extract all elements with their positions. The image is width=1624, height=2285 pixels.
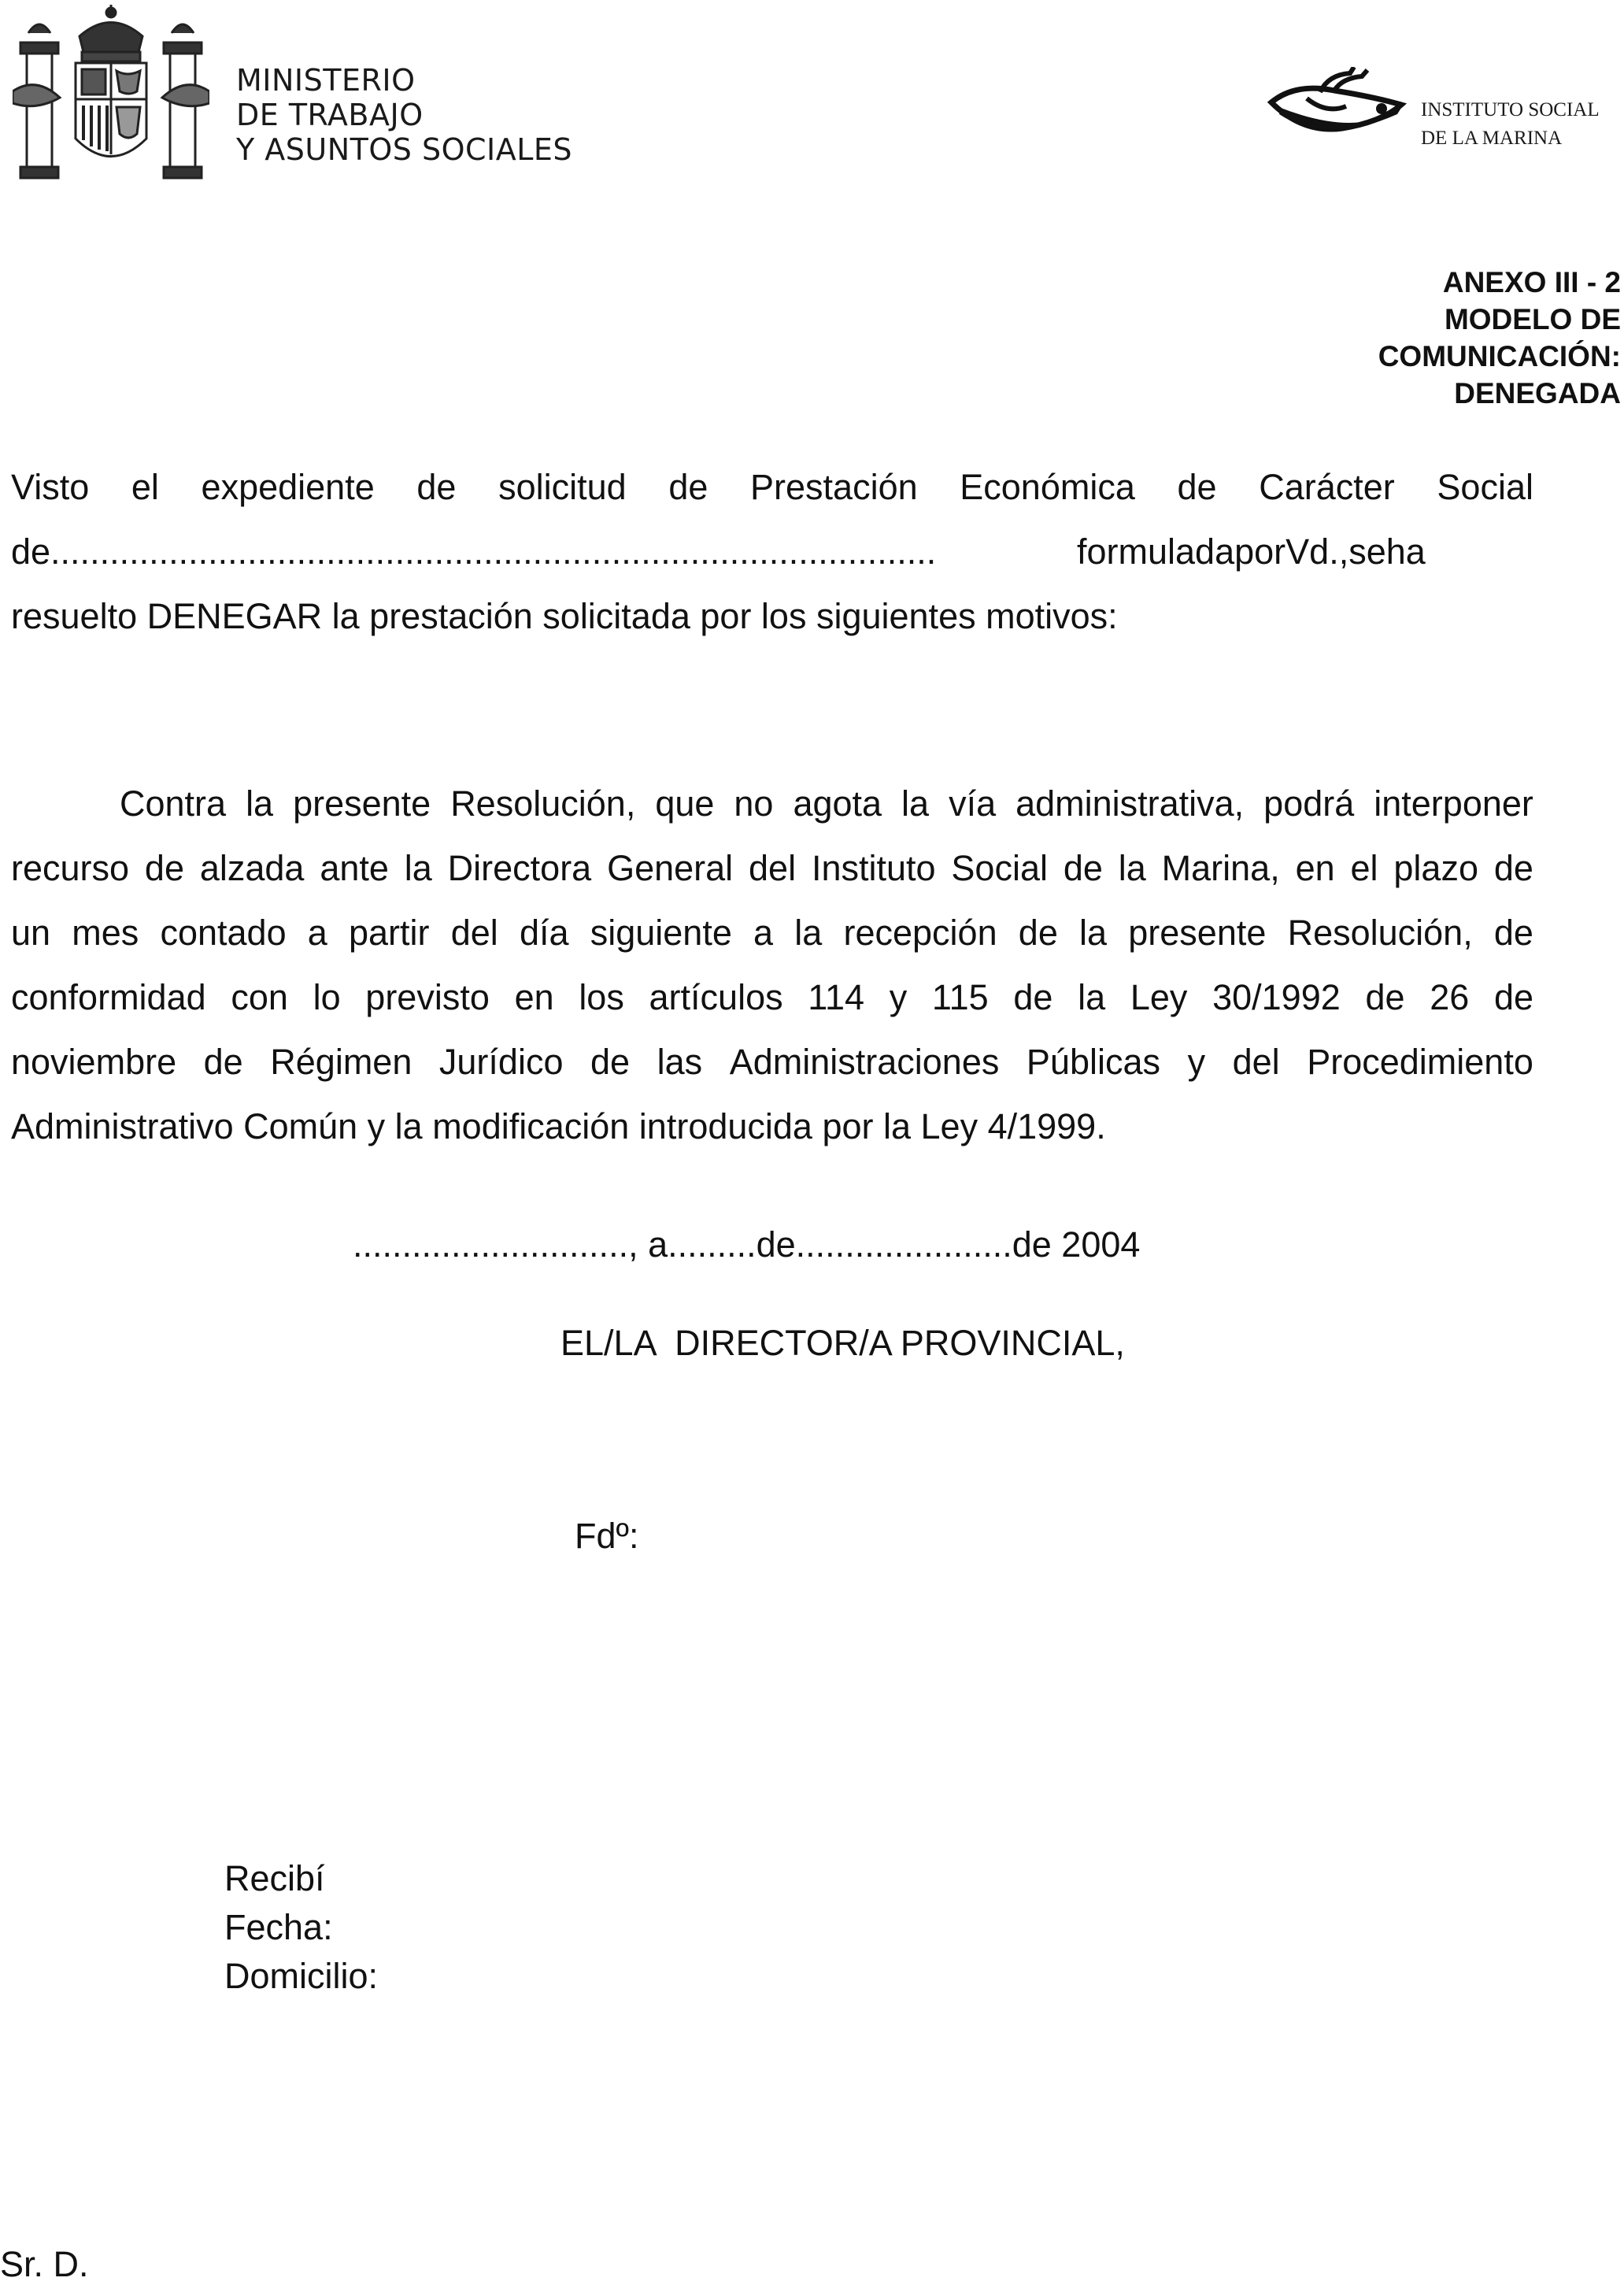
paragraph-line-tail: [1077, 520, 1533, 584]
word: de: [1013, 977, 1053, 1017]
word: de: [1493, 848, 1533, 888]
appeal-paragraph: [11, 772, 1533, 1159]
ism-logo-icon: [1263, 67, 1409, 154]
paragraph-line: [11, 455, 1533, 520]
receipt-line: Recibí: [224, 1858, 325, 1898]
word: Jurídico: [438, 1042, 564, 1082]
word: de: [1365, 977, 1405, 1017]
word: contado: [160, 913, 287, 953]
word: un: [11, 913, 51, 953]
word: de: [144, 848, 184, 888]
paragraph-line: Administrativo Común y la modificación introducida por la Ley 4/1999.: [11, 1106, 1106, 1146]
word: de: [668, 467, 708, 507]
word: de: [1177, 467, 1217, 507]
word: día: [519, 913, 569, 953]
word: 26: [1430, 977, 1470, 1017]
word: la: [246, 783, 274, 824]
word: a: [307, 913, 327, 953]
word: mes: [72, 913, 139, 953]
institute-line: DE LA MARINA: [1421, 128, 1563, 149]
word: podrá: [1263, 783, 1355, 824]
word: de: [1493, 977, 1533, 1017]
word: Económica: [960, 467, 1135, 507]
word: Ley: [1130, 977, 1188, 1017]
paragraph-line: [11, 965, 1533, 1030]
annex-line: COMUNICACIÓN:: [1378, 340, 1621, 372]
paragraph-line: [11, 520, 1533, 584]
director-title: EL/LA DIRECTOR/A PROVINCIAL,: [560, 1323, 1125, 1363]
word: del: [749, 848, 797, 888]
date-line: ............................, a.........de......................de 2004: [353, 1224, 1141, 1265]
word: Carácter: [1259, 467, 1395, 507]
word: la: [901, 783, 930, 824]
word: vía: [949, 783, 997, 824]
word: presente: [293, 783, 431, 824]
word: no: [734, 783, 774, 824]
word: la: [1079, 913, 1108, 953]
word: Visto: [11, 467, 90, 507]
word: administrativa,: [1015, 783, 1245, 824]
paragraph-line: resuelto DENEGAR la prestación solicitada por los siguientes motivos:: [11, 596, 1118, 636]
word: y: [889, 977, 908, 1017]
word: Públicas: [1026, 1042, 1161, 1082]
paragraph-line: [11, 901, 1533, 965]
word: Social: [951, 848, 1048, 888]
word: a: [753, 913, 774, 953]
word: las: [657, 1042, 703, 1082]
coat-of-arms-icon: [13, 5, 209, 187]
word: de: [590, 1042, 631, 1082]
applicant-blank: de..........................................................................................: [11, 531, 937, 572]
word: artículos: [649, 977, 783, 1017]
word: del: [450, 913, 498, 953]
word: alzada: [199, 848, 305, 888]
annex-heading: [1378, 264, 1621, 412]
word: la: [404, 848, 432, 888]
word: previsto: [365, 977, 490, 1017]
annex-line: MODELO DE: [1444, 303, 1621, 335]
receipt-block: [224, 1854, 378, 2001]
word: la: [794, 913, 823, 953]
word: Instituto: [811, 848, 936, 888]
word: Vd.,: [1286, 531, 1349, 572]
word: lo: [313, 977, 341, 1017]
word: Régimen: [270, 1042, 412, 1082]
word: Administraciones: [729, 1042, 1000, 1082]
ministry-name: [236, 63, 572, 167]
word: y: [1187, 1042, 1206, 1082]
annex-line: DENEGADA: [1454, 377, 1621, 409]
word: siguiente: [590, 913, 732, 953]
word: la: [1118, 848, 1146, 888]
word: solicitud: [498, 467, 627, 507]
word: 115: [931, 977, 989, 1017]
word: por: [1234, 531, 1286, 572]
word: agota: [793, 783, 882, 824]
annex-line: ANEXO III - 2: [1442, 266, 1621, 298]
word: noviembre: [11, 1042, 177, 1082]
word: el: [1350, 848, 1378, 888]
word: ha: [1385, 531, 1426, 572]
word: de: [1493, 913, 1533, 953]
word: se: [1348, 531, 1386, 572]
ministry-line: DE TRABAJO: [236, 98, 424, 132]
word: el: [131, 467, 159, 507]
word: Marina,: [1161, 848, 1280, 888]
word: de: [1018, 913, 1058, 953]
word: los: [579, 977, 624, 1017]
word: en: [514, 977, 554, 1017]
word: Prestación: [750, 467, 918, 507]
word: Contra: [120, 783, 227, 824]
resolution-paragraph: [11, 455, 1533, 649]
word: Resolución,: [450, 783, 636, 824]
word: de: [1063, 848, 1103, 888]
word: Social: [1437, 467, 1533, 507]
word: en: [1295, 848, 1335, 888]
word: de: [416, 467, 457, 507]
word: conformidad: [11, 977, 206, 1017]
word: de: [203, 1042, 243, 1082]
word: presente: [1128, 913, 1267, 953]
word: la: [1078, 977, 1106, 1017]
word: Resolución,: [1287, 913, 1473, 953]
word: plazo: [1393, 848, 1478, 888]
word: Directora: [447, 848, 592, 888]
word: interponer: [1374, 783, 1533, 824]
word: 30/1992: [1212, 977, 1341, 1017]
recipient-label: Sr. D.: [0, 2244, 89, 2284]
word: ante: [320, 848, 389, 888]
word: Procedimiento: [1307, 1042, 1533, 1082]
word: recurso: [11, 848, 130, 888]
signature-label: Fdº:: [575, 1516, 639, 1556]
institute-name: [1421, 96, 1600, 153]
institute-line: INSTITUTO SOCIAL: [1421, 99, 1600, 120]
paragraph-line: [11, 1030, 1533, 1094]
receipt-line: Fecha:: [224, 1907, 333, 1947]
word: del: [1232, 1042, 1280, 1082]
word: General: [607, 848, 734, 888]
word: formulada: [1077, 531, 1235, 572]
word: expediente: [201, 467, 375, 507]
paragraph-line: [11, 772, 1533, 836]
word: recepción: [843, 913, 997, 953]
receipt-line: Domicilio:: [224, 1956, 379, 1996]
word: con: [231, 977, 288, 1017]
word: 114: [808, 977, 865, 1017]
ministry-line: Y ASUNTOS SOCIALES: [236, 132, 573, 167]
ministry-line: MINISTERIO: [236, 63, 416, 98]
word: que: [655, 783, 715, 824]
paragraph-line: [11, 836, 1533, 901]
word: partir: [349, 913, 430, 953]
